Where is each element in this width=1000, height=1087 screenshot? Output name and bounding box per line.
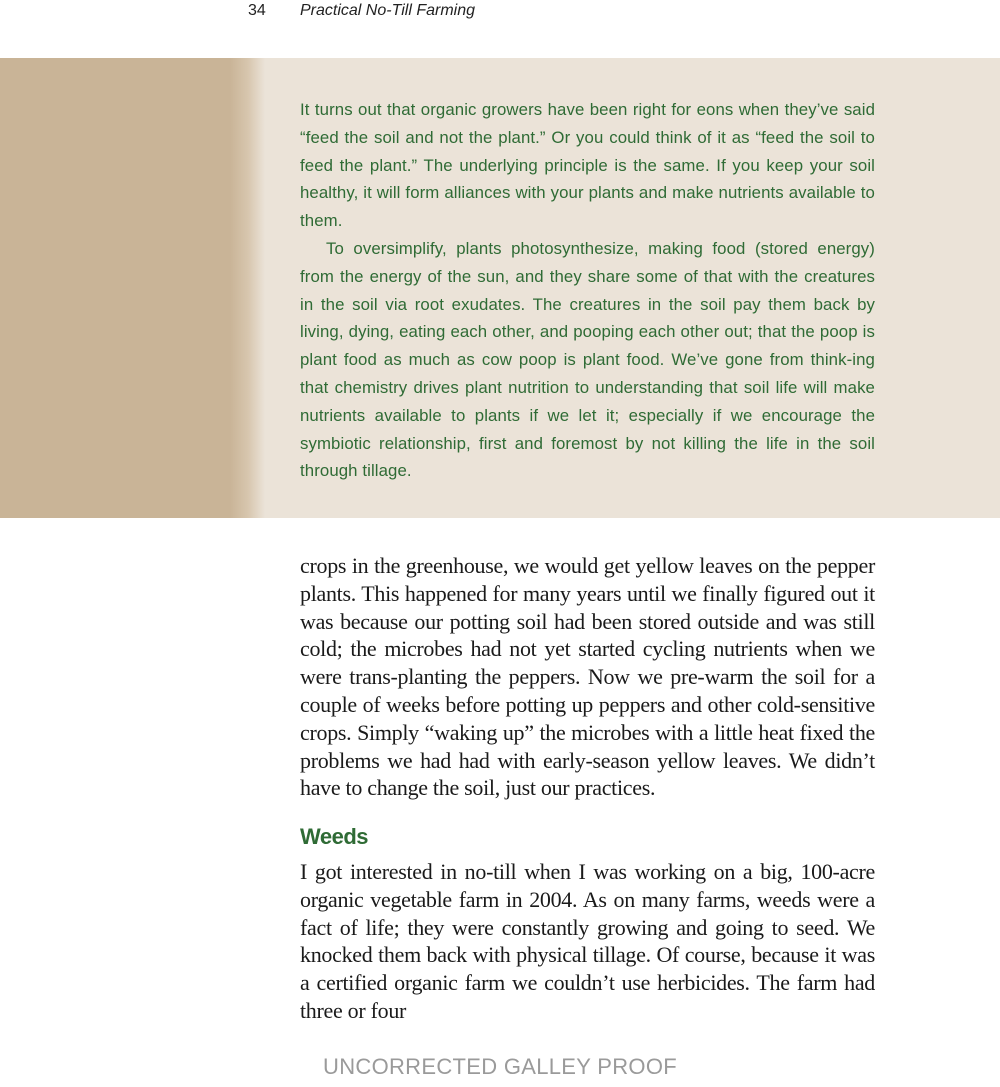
body-paragraph-1: crops in the greenhouse, we would get yellow leaves on the pepper plants. This happened for many years until we finally figured out it was because our potting soil had been stored outside and was still cold; the microbes had not yet started cycling nutrients when we were trans-planting the peppers. Now we pre-warm the soil for a couple of weeks before potting up peppers and other cold-sensitive crops. Simply “waking up” the microbes with a little heat fixed the problems we had had with early-season yellow leaves. We didn’t have to change the soil, just our practices. bbox=[300, 553, 875, 801]
sidebar-paragraph-1: It turns out that organic growers have been right for eons when they’ve said “feed the soil and not the plant.” Or you could think of it as “feed the soil to feed the plant.” The underlying principle is the same. If you keep your soil healthy, it will form alliances with your plants and make nutrients available to them. bbox=[300, 100, 875, 231]
sidebar-text bbox=[300, 96, 875, 485]
body-text-block bbox=[300, 552, 875, 802]
page-number: 34 bbox=[248, 2, 266, 19]
sidebar-box bbox=[0, 58, 1000, 518]
galley-proof-stamp: UNCORRECTED GALLEY PROOF bbox=[323, 1054, 677, 1079]
book-title: Practical No-Till Farming bbox=[300, 2, 475, 19]
section-heading-weeds: Weeds bbox=[300, 824, 369, 849]
body-paragraph-2: I got interested in no-till when I was working on a big, 100-acre organic vegetable farm in 2004. As on many farms, weeds were a fact of life; they were constantly growing and going to seed. We knocked them back with physical tillage. Of course, because it was a certified organic farm we couldn’t use herbicides. The farm had three or four bbox=[300, 859, 875, 1023]
sidebar-paragraph-2: To oversimplify, plants photosynthesize, making food (stored energy) from the energy of the sun, and they share some of that with the creatures in the soil via root exudates. The creatures in the soil pay them back by living, dying, eating each other, and pooping each other out; that the poop is plant food as much as cow poop is plant food. We’ve gone from think-ing that chemistry drives plant nutrition to understanding that soil life will make nutrients available to plants if we let it; especially if we encourage the symbiotic relationship, first and foremost by not killing the life in the soil through tillage. bbox=[300, 238, 875, 481]
running-head bbox=[0, 0, 1000, 30]
sidebar-tan-edge bbox=[0, 58, 265, 518]
body-text-block-2 bbox=[300, 858, 875, 1025]
